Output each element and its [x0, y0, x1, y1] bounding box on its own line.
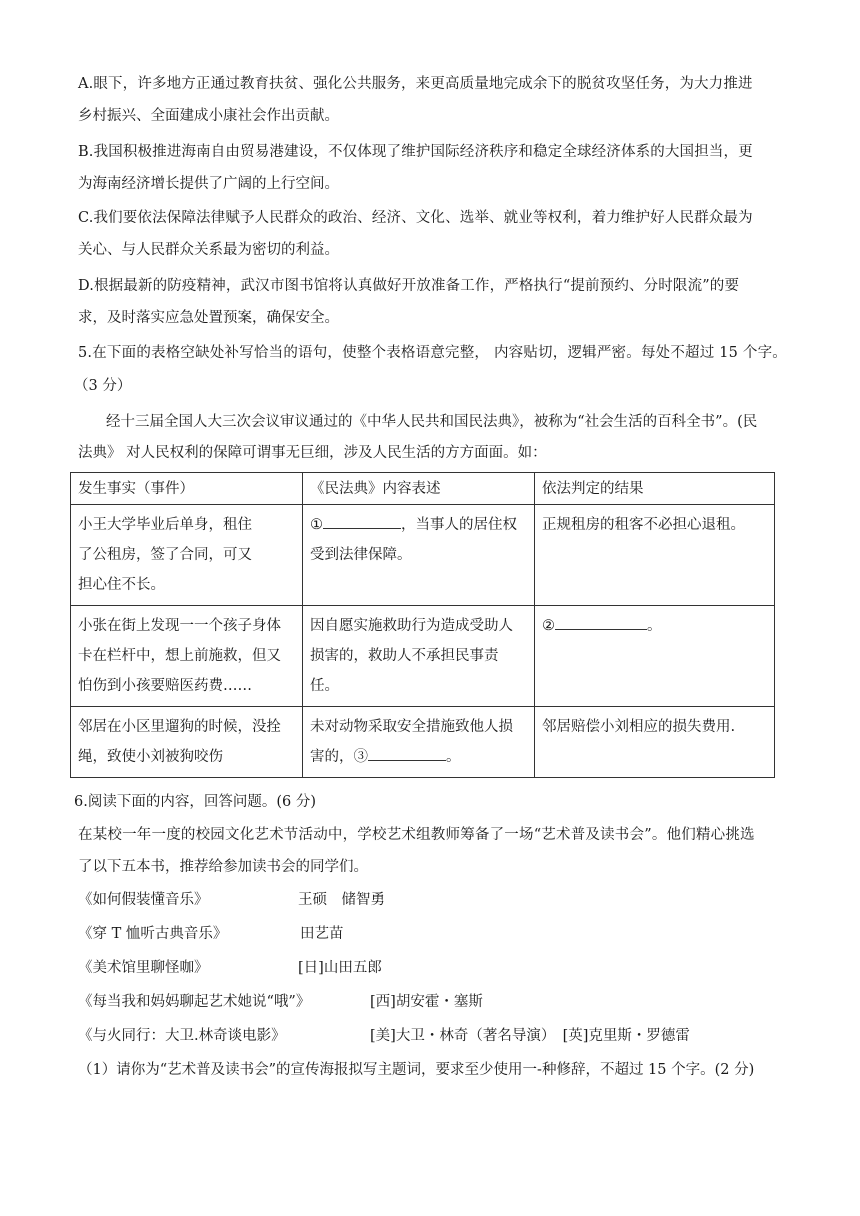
- option-c-line1: C.我们要依法保障法律赋予人民群众的政治、经济、文化、选举、就业等权利，着力维护好人民群众最为: [78, 210, 753, 226]
- row1-fact: 小王大学毕业后单身，租住 了公租房，签了合同，可又 担心住不长。: [71, 505, 303, 606]
- option-c-line2: 关心、与人民群众关系最为密切的利益。: [78, 242, 339, 258]
- blank-3-field[interactable]: [368, 744, 446, 761]
- blank-2-field[interactable]: [555, 613, 647, 630]
- row2-result: ② 。: [535, 606, 775, 707]
- row2-fact: 小张在街上发现一一个孩子身体 卡在栏杆中，想上前施救，但又 怕伤到小孩要赔医药费……: [71, 606, 303, 707]
- q6-prompt: 6.阅读下面的内容，回答问题。(6 分): [74, 794, 316, 810]
- option-b-line1: B.我国积极推进海南自由贸易港建设，不仅体现了维护国际经济秩序和稳定全球经济体系的大国担当，更: [78, 144, 753, 160]
- q5-prompt: 5.在下面的表格空缺处补写恰当的语句，使整个表格语意完整， 内容贴切，逻辑严密。每处不超过 15 个字。: [78, 345, 788, 361]
- book-title-2: 《穿 T 恤听古典音乐》: [78, 926, 228, 942]
- row1-law: ① ，当事人的居住权 受到法律保障。: [303, 505, 535, 606]
- header-fact: 发生事实（事件）: [71, 473, 303, 505]
- option-a-line1: A.眼下，许多地方正通过教育扶贫、强化公共服务，来更高质量地完成余下的脱贫攻坚任务，为大力推进: [78, 76, 753, 92]
- header-law: 《民法典》内容表述: [303, 473, 535, 505]
- blank-1-field[interactable]: [323, 512, 401, 529]
- row1-result: 正规租房的租客不必担心退租。: [535, 505, 775, 606]
- q5-intro-line1: 经十三届全国人大三次会议审议通过的《中华人民共和国民法典》，被称为“社会生活的百科全书”。(民: [106, 414, 758, 430]
- book-author-5: [美]大卫・林奇（著名导演） [英]克里斯・罗德雷: [370, 1028, 690, 1044]
- book-author-1: 王硕 储智勇: [298, 892, 385, 908]
- q5-intro-line2: 法典》 对人民权利的保障可谓事无巨细，涉及人民生活的方方面面。如：: [78, 445, 547, 461]
- book-author-2: 田艺苗: [300, 926, 344, 942]
- row3-result: 邻居赔偿小刘相应的损失费用.: [535, 707, 775, 778]
- q6-para-line1: 在某校一年一度的校园文化艺术节活动中，学校艺术组教师筹备了一场“艺术普及读书会”。他们精心挑选: [78, 827, 755, 843]
- table-header-row: [71, 473, 775, 505]
- book-title-4: 《每当我和妈妈聊起艺术她说“哦”》: [78, 994, 311, 1010]
- q5-points: （3 分）: [74, 378, 132, 394]
- option-b-line2: 为海南经济增长提供了广阔的上行空间。: [78, 176, 339, 192]
- table-row: [71, 707, 775, 778]
- civil-code-table: [70, 472, 775, 778]
- q6-para-line2: 了以下五本书，推荐给参加读书会的同学们。: [78, 859, 368, 875]
- row3-fact: 邻居在小区里遛狗的时候，没拴 绳，致使小刘被狗咬伤: [71, 707, 303, 778]
- row3-law: 未对动物采取安全措施致他人损 害的，③ 。: [303, 707, 535, 778]
- q6-subquestion-1: （1）请你为“艺术普及读书会”的宣传海报拟写主题词，要求至少使用一-种修辞，不超过 15 个字。(2 分): [78, 1062, 755, 1078]
- row2-law: 因自愿实施救助行为造成受助人 损害的，救助人不承担民事责任。: [303, 606, 535, 707]
- book-title-5: 《与火同行：大卫.林奇谈电影》: [78, 1028, 286, 1044]
- option-d-line1: D.根据最新的防疫精神，武汉市图书馆将认真做好开放准备工作，严格执行“提前预约、分时限流”的要: [78, 278, 740, 294]
- book-author-4: [西]胡安霍・塞斯: [370, 994, 483, 1010]
- header-result: 依法判定的结果: [535, 473, 775, 505]
- book-author-3: [日]山田五郎: [298, 960, 382, 976]
- option-a-line2: 乡村振兴、全面建成小康社会作出贡献。: [78, 108, 339, 124]
- table-row: [71, 505, 775, 606]
- book-title-3: 《美术馆里聊怪咖》: [78, 960, 209, 976]
- book-title-1: 《如何假装懂音乐》: [78, 892, 209, 908]
- option-d-line2: 求，及时落实应急处置预案，确保安全。: [78, 310, 339, 326]
- table-row: [71, 606, 775, 707]
